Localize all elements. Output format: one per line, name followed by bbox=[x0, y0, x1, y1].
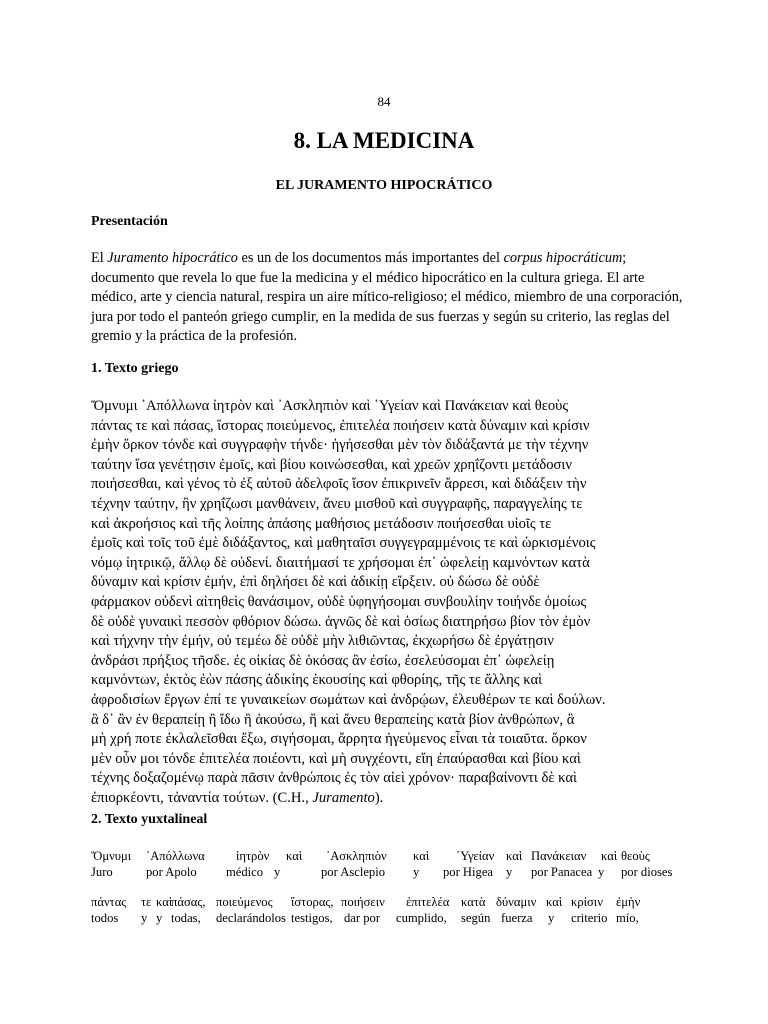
juxta-word: testigos, bbox=[291, 911, 333, 925]
greek-line: μὲν οὖν μοι τόνδε ἐπιτελέα ποιέοντι, καὶ μὴ συγχέοντι, εἴη ἐπαύρασθαι καὶ βίου καὶ bbox=[91, 750, 581, 767]
juxta-word: por Higea bbox=[443, 865, 494, 879]
juxta-row bbox=[91, 848, 691, 864]
greek-line: ταύτην ἴσα γενέτῃσιν ἐμοῖς, καὶ βίου κοινώσεσθαι, καὶ χρεῶν χρηΐζοντι μετάδοσιν bbox=[91, 456, 572, 473]
juxta-word: θεοὺς bbox=[621, 849, 650, 863]
intro-part-italic: Juramento hipocrático bbox=[107, 250, 238, 266]
greek-line: τέχνης δοξαζομένῳ παρὰ πᾶσιν ἀνθρώποις ἐς τὸν αἰεὶ χρόνον· παραβαίνοντι δὲ καὶ bbox=[91, 770, 577, 787]
juxta-word: y bbox=[141, 911, 148, 925]
greek-line: τέχνην ταύτην, ἢν χρηΐζωσι μανθάνειν, ἄνευ μισθοῦ καὶ συγγραφῆς, παραγγελίης τε bbox=[91, 495, 583, 512]
juxta-word: ἵστορας, bbox=[291, 895, 334, 909]
juxta-word: πάντας bbox=[91, 895, 127, 909]
juxta-word: καὶ bbox=[413, 849, 430, 863]
juxta-block-2 bbox=[91, 894, 691, 926]
juxta-block-1 bbox=[91, 848, 691, 880]
greek-line: δύναμιν καὶ κρίσιν ἐμήν, ἐπὶ δηλήσει δὲ καὶ ἀδικίῃ εἴρξειν. οὐ δώσω δὲ οὐδὲ bbox=[91, 574, 540, 591]
juxta-word: ποιεύμενος bbox=[216, 895, 273, 909]
juxta-word: ᾿Απόλλωνα bbox=[146, 849, 205, 863]
juxta-word: y bbox=[156, 911, 163, 925]
juxta-word: por dioses bbox=[621, 865, 673, 879]
juxta-word: según bbox=[461, 911, 491, 925]
section-title: EL JURAMENTO HIPOCRÁTICO bbox=[275, 178, 493, 193]
juxta-word: fuerza bbox=[501, 911, 533, 925]
juxta-word: ἐπιτελέα bbox=[406, 895, 450, 909]
greek-line: δὲ οὐδὲ γυναικὶ πεσσὸν φθόριον δώσω. ἁγνῶς δὲ καὶ ὁσίως διατηρήσω βίον τὸν ἐμὸν bbox=[91, 613, 591, 630]
greek-line: ἐμοῖς καὶ τοῖς τοῦ ἐμὲ διδάξαντος, καὶ μαθηταῖσι συγγεγραμμένοις τε καὶ ὡρκισμένοις bbox=[91, 535, 596, 552]
juxta-word: ποιήσειν bbox=[341, 895, 385, 909]
juxta-word: ἰητρὸν bbox=[236, 849, 270, 863]
juxta-word: ἐμὴν bbox=[616, 895, 641, 909]
greek-line: καμνόντων, ἐκτὸς ἐὼν πάσης ἀδικίης ἑκουσίης καὶ φθορίης, τῆς τε ἄλλης καὶ bbox=[91, 672, 543, 689]
presentation-paragraph bbox=[91, 249, 691, 347]
juxta-word: mío, bbox=[616, 911, 639, 925]
greek-line: μὴ χρή ποτε ἐκλαλεῖσθαι ἔξω, σιγήσομαι, ἄρρητα ἡγεύμενος εἶναι τὰ τοιαῦτα. ὅρκον bbox=[91, 731, 587, 748]
greek-line: Ὄμνυμι ᾿Απόλλωνα ἰητρὸν καὶ ᾿Ασκληπιὸν καὶ ῾Υγείαν καὶ Πανάκειαν καὶ θεοὺς bbox=[91, 398, 569, 414]
chapter-title: 8. LA MEDICINA bbox=[293, 128, 475, 153]
greek-line: καὶ τήχνην τὴν ἐμήν, οὐ τεμέω δὲ οὐδὲ μὴν λιθιῶντας, ἐκχωρήσω δὲ ἐργάτῃσιν bbox=[91, 633, 554, 650]
juxta-word: todos bbox=[91, 911, 119, 925]
juxta-word: y bbox=[274, 865, 281, 879]
juxta-word: κρίσιν bbox=[571, 895, 603, 909]
juxta-word: médico bbox=[226, 865, 264, 879]
juxta-word: ῾Υγείαν bbox=[456, 849, 495, 863]
greek-line: ἀνδράσι πρήξιος τῆσδε. ἐς οἰκίας δὲ ὁκόσας ἂν ἐσίω, ἐσελεύσομαι ἐπ᾿ ὠφελείῃ bbox=[91, 652, 555, 669]
intro-part: ; documento que revela lo que fue la medicina y el médico hipocrático en la cultura griega. El arte médico, arte y ciencia natural, respira un aire mítico-religioso; el médico, miembro de una corporación, jura por todo el panteón griego cumplir, en la medida de sus fuerzas y según su criterio, las reglas del gremio y la práctica de la profesión. bbox=[91, 250, 683, 344]
juxta-word: dar por bbox=[344, 911, 381, 925]
greek-last-italic: Juramento bbox=[312, 789, 375, 806]
juxta-row bbox=[91, 910, 691, 926]
juxta-word: Πανάκειαν bbox=[531, 849, 587, 863]
greek-line: νόμῳ ἰητρικῷ, ἄλλῳ δὲ οὐδενί. διαιτήμασί τε χρήσομαι ἐπ᾿ ὠφελείῃ καμνόντων κατὰ bbox=[91, 554, 590, 571]
juxta-word: y bbox=[506, 865, 513, 879]
juxta-heading: 2. Texto yuxtalineal bbox=[91, 812, 208, 827]
juxta-word: cumplido, bbox=[396, 911, 447, 925]
juxta-word: τε bbox=[141, 895, 152, 909]
greek-line: ἐμὴν ὅρκον τόνδε καὶ συγγραφὴν τήνδε· ἡγήσεσθαι μὲν τὸν διδάξαντά με τὴν τέχνην bbox=[91, 437, 589, 454]
greek-line: ἀφροδισίων ἔργων ἐπί τε γυναικείων σωμάτων καὶ ἀνδρῴων, ἐλευθέρων τε καὶ δούλων. bbox=[91, 691, 606, 708]
greek-line-last bbox=[91, 789, 691, 809]
intro-part: El bbox=[91, 250, 108, 266]
juxta-word: ᾿Ασκληπιὸν bbox=[326, 849, 387, 863]
juxta-word: por Apolo bbox=[146, 865, 197, 879]
juxta-word: y bbox=[548, 911, 555, 925]
intro-part-italic: corpus hipocráticum bbox=[503, 250, 623, 266]
greek-line: φάρμακον οὐδενὶ αἰτηθεὶς θανάσιμον, οὐδὲ ὑφηγήσομαι συνβουλίην τοιήνδε ὁμοίως bbox=[91, 593, 587, 610]
juxta-word: por Panacea bbox=[531, 865, 593, 879]
juxta-word: por Asclepio bbox=[321, 865, 386, 879]
juxta-word: Juro bbox=[91, 865, 113, 879]
juxta-word: todas, bbox=[171, 911, 201, 925]
juxta-word: καὶ bbox=[156, 895, 173, 909]
juxta-word: criterio bbox=[571, 911, 608, 925]
juxta-word: Ὄμνυμι bbox=[91, 849, 132, 863]
presentation-heading: Presentación bbox=[91, 214, 168, 229]
juxta-word: καὶ bbox=[601, 849, 618, 863]
greek-last-prefix: ἐπιορκέοντι, τἀναντία τούτων. (C.H., bbox=[91, 789, 313, 806]
juxta-row bbox=[91, 864, 691, 880]
greek-line: ἃ δ᾿ ἂν ἐν θεραπείῃ ἢ ἴδω ἢ ἀκούσω, ἢ καὶ ἄνευ θεραπείης κατὰ βίον ἀνθρώπων, ἃ bbox=[91, 711, 575, 728]
juxta-word: καὶ bbox=[506, 849, 523, 863]
greek-line: ποιήσεσθαι, καὶ γένος τὸ ἐξ αὐτοῦ ἀδελφοῖς ἴσον ἐπικρινεῖν ἄρρεσι, καὶ διδάξειν τὴν bbox=[91, 476, 587, 493]
page-number: 84 bbox=[377, 94, 391, 109]
juxta-word: κατὰ bbox=[461, 895, 486, 909]
juxta-word: καὶ bbox=[286, 849, 303, 863]
greek-line: πάντας τε καὶ πάσας, ἵστορας ποιεύμενος, ἐπιτελέα ποιήσειν κατὰ δύναμιν καὶ κρίσιν bbox=[91, 417, 590, 434]
greek-text bbox=[91, 397, 691, 808]
juxta-word: y bbox=[413, 865, 420, 879]
juxta-row bbox=[91, 894, 691, 910]
juxta-word: πάσας, bbox=[171, 895, 206, 909]
juxta-word: y bbox=[598, 865, 605, 879]
juxta-word: δύναμιν bbox=[496, 895, 537, 909]
greek-line: καὶ ἀκροήσιος καὶ τῆς λοίπης ἁπάσης μαθήσιος μετάδοσιν ποιήσεσθαι υἱοῖς τε bbox=[91, 515, 552, 532]
juxta-word: καὶ bbox=[546, 895, 563, 909]
juxta-word: declarándolos bbox=[216, 911, 286, 925]
greek-last-suffix: ). bbox=[374, 789, 384, 806]
greek-heading: 1. Texto griego bbox=[91, 361, 179, 376]
intro-part: es un de los documentos más importantes del bbox=[237, 250, 504, 266]
